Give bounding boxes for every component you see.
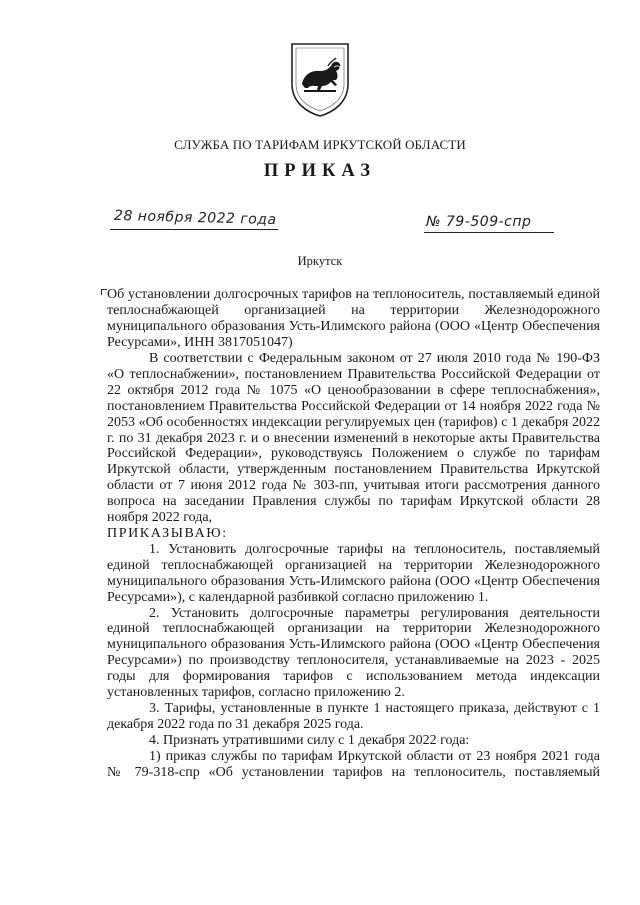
item-2: 2. Установить долгосрочные параметры регулирования деятельности единой теплоснабжающей организации на территории Железнодорожного муниципального образования Усть-Илимского района (ООО «Центр Обеспечения Ресурсами») по производству теплоносителя, устанавливаемые на 2023 - 2025 годы для формирования тарифов с использованием метода индексации установленных тарифов, согласно приложению 2. bbox=[107, 605, 600, 701]
irkutsk-coat-of-arms-icon bbox=[288, 40, 352, 118]
item-3: 3. Тарифы, установленные в пункте 1 настоящего приказа, действуют с 1 декабря 2022 года по 31 декабря 2025 года. bbox=[107, 700, 600, 732]
subject-corner-mark bbox=[101, 289, 107, 295]
item-4: 4. Признать утратившими силу с 1 декабря 2022 года: bbox=[149, 732, 470, 748]
preamble-paragraph: В соответствии с Федеральным законом от 27 июля 2010 года № 190-ФЗ «О теплоснабжении», постановлением Правительства Российской Федерации от 22 октября 2012 года № 1075 «О ценообразовании в сфере теплоснабжения», постановлением Правительства Российской Федерации от 14 ноября 2022 года № 2053 «Об особенностях индексации регулируемых цен (тарифов) с 1 декабря 2022 г. по 31 декабря 2023 г. и о внесении изменений в некоторые акты Правительства Российской Федерации», руководствуясь Положением о службе по тарифам Иркутской области, утвержденным постановлением Правительства Иркутской области от 7 июня 2012 года № 303-пп, учитывая итоги рассмотрения данного вопроса на заседании Правления службы по тарифам Иркутской области 28 ноября 2022 года, bbox=[107, 351, 600, 526]
number-underline bbox=[424, 232, 554, 233]
item-1: 1. Установить долгосрочные тарифы на теплоноситель, поставляемый единой теплоснабжающей организацией на территории Железнодорожного муниципального образования Усть-Илимского района (ООО «Центр Обеспечения Ресурсами»), с календарной разбивкой согласно приложению 1. bbox=[107, 541, 600, 605]
handwritten-date: 28 ноября 2022 года bbox=[113, 207, 277, 229]
agency-name: СЛУЖБА ПО ТАРИФАМ ИРКУТСКОЙ ОБЛАСТИ bbox=[174, 137, 466, 152]
city: Иркутск bbox=[297, 254, 343, 268]
document-title: ПРИКАЗ bbox=[263, 161, 377, 181]
subject-text: Об установлении долгосрочных тарифов на теплоноситель, поставляемый единой теплоснабжающей организацией на территории Железнодорожного муниципального образования Усть-Илимского района (ООО «Центр Обеспечения Ресурсами», ИНН 3817051047) bbox=[107, 287, 600, 350]
date-underline bbox=[110, 229, 278, 230]
handwritten-number: № 79-509-спр bbox=[426, 214, 532, 230]
subject-block bbox=[107, 287, 600, 351]
document-body bbox=[107, 351, 600, 780]
orders-heading: ПРИКАЗЫВАЮ: bbox=[107, 525, 228, 541]
item-4-sub-1: 1) приказ службы по тарифам Иркутской области от 23 ноября 2021 года № 79-318-спр «Об установлении тарифов на теплоноситель, поставляемый bbox=[107, 748, 600, 780]
